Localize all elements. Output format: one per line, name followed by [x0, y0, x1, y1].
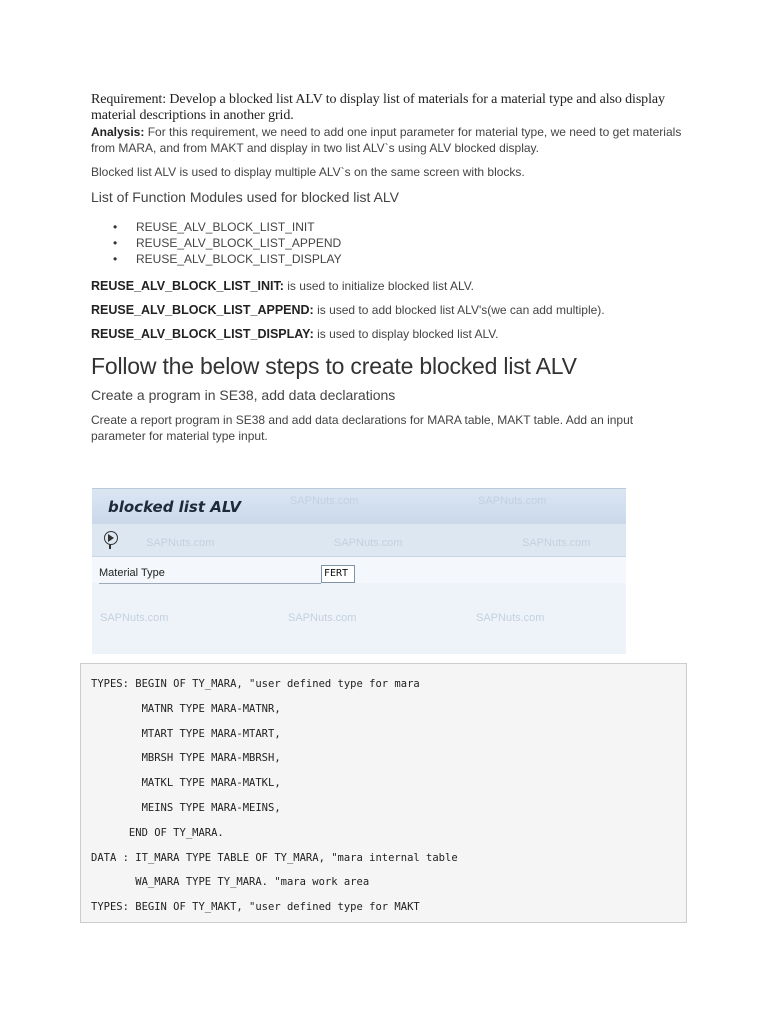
- watermark: SAPNuts.com: [290, 495, 359, 507]
- definition-desc: is used to initialize blocked list ALV.: [283, 279, 474, 293]
- material-type-label: Material Type: [99, 567, 165, 579]
- requirement-text: Requirement: Develop a blocked list ALV to display list of materials for a material type and also display material descriptions in another grid.: [91, 92, 665, 123]
- code-block: [80, 663, 687, 923]
- code-line: MATNR TYPE MARA-MATNR,: [91, 702, 281, 715]
- list-item: • REUSE_ALV_BLOCK_LIST_INIT: [91, 219, 691, 235]
- article-body: [91, 92, 691, 444]
- definition-desc: is used to add blocked list ALV's(we can add multiple).: [313, 303, 605, 317]
- material-type-input[interactable]: FERT: [321, 565, 355, 583]
- execute-icon[interactable]: [104, 531, 118, 545]
- code-line: END OF TY_MARA.: [91, 826, 224, 839]
- watermark: SAPNuts.com: [522, 537, 591, 549]
- code-line: MBRSH TYPE MARA-MBRSH,: [91, 752, 281, 765]
- watermark: SAPNuts.com: [146, 537, 215, 549]
- step-heading: Create a program in SE38, add data declarations: [91, 387, 396, 403]
- code-line: TYPES: BEGIN OF TY_MAKT, "user defined type for MAKT: [91, 901, 420, 914]
- sap-selection-screen: [92, 488, 626, 654]
- watermark: SAPNuts.com: [476, 612, 545, 624]
- code-line: MEINS TYPE MARA-MEINS,: [91, 801, 281, 814]
- watermark: SAPNuts.com: [100, 612, 169, 624]
- analysis-label: Analysis:: [91, 125, 145, 139]
- watermark: SAPNuts.com: [478, 495, 547, 507]
- fm-heading: List of Function Modules used for blocked list ALV: [91, 189, 399, 205]
- watermark: SAPNuts.com: [334, 537, 403, 549]
- definition-display: [91, 326, 691, 342]
- definition-name: REUSE_ALV_BLOCK_LIST_APPEND:: [91, 303, 314, 317]
- code-line: MTART TYPE MARA-MTART,: [91, 727, 281, 740]
- definition-name: REUSE_ALV_BLOCK_LIST_INIT:: [91, 279, 284, 293]
- code-line: WA_MARA TYPE TY_MARA. "mara work area: [91, 876, 370, 889]
- code-text: [91, 672, 458, 920]
- intro-text: Blocked list ALV is used to display multiple ALV`s on the same screen with blocks.: [91, 165, 525, 179]
- analysis-paragraph: [91, 124, 691, 156]
- definition-name: REUSE_ALV_BLOCK_LIST_DISPLAY:: [91, 327, 314, 341]
- code-line: DATA : IT_MARA TYPE TABLE OF TY_MARA, "mara internal table: [91, 851, 458, 864]
- definition-append: [91, 302, 691, 318]
- code-line: MATKL TYPE MARA-MATKL,: [91, 777, 281, 790]
- code-line: TYPES: BEGIN OF TY_MARA, "user defined type for mara: [91, 678, 420, 690]
- sap-toolbar: [92, 524, 626, 557]
- list-item: • REUSE_ALV_BLOCK_LIST_DISPLAY: [91, 251, 691, 267]
- fm-list: [91, 219, 691, 267]
- watermark: SAPNuts.com: [288, 612, 357, 624]
- sap-title-bar: [92, 488, 626, 525]
- definition-desc: is used to display blocked list ALV.: [313, 327, 499, 341]
- definition-init: [91, 278, 691, 294]
- step-text: Create a report program in SE38 and add data declarations for MARA table, MAKT table. Add an input parameter for material type input.: [91, 413, 634, 443]
- list-item: • REUSE_ALV_BLOCK_LIST_APPEND: [91, 235, 691, 251]
- material-type-row: [92, 557, 626, 583]
- sap-screen-title: blocked list ALV: [108, 498, 241, 516]
- main-heading: Follow the below steps to create blocked list ALV: [91, 353, 577, 379]
- analysis-text: For this requirement, we need to add one input parameter for material type, we need to get materials from MARA, and from MAKT and display in two list ALV`s using ALV blocked display.: [91, 125, 682, 155]
- field-underline: [99, 583, 321, 584]
